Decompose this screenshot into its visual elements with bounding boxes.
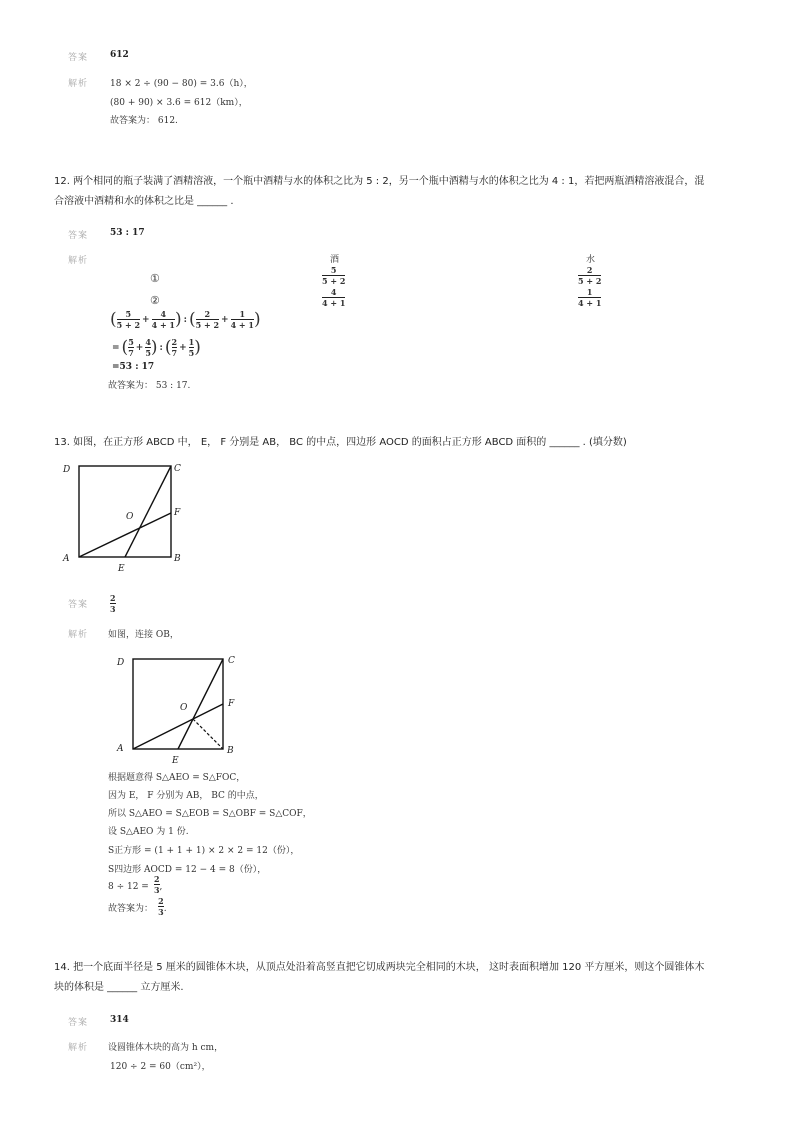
q13-question: 13. 如图，在正方形 ABCD 中， E， F 分别是 AB， BC 的中点，四边形 AOCD 的面积占正方形 ABCD 面积的 ______ . (填分数): [54, 437, 627, 448]
q12-answer: 53 : 17: [110, 228, 145, 238]
point-label-E: E: [172, 756, 179, 766]
q13-analysis-line: S四边形 AOCD = 12 − 4 = 8（份），: [108, 865, 267, 875]
q12-step3: =53 : 17: [112, 362, 155, 372]
fraction-alcohol-2: $\frac{4}{4 + 1}$: [322, 287, 346, 308]
q12-conclusion: 故答案为： 53 : 17.: [108, 381, 191, 391]
point-label-O: O: [180, 703, 188, 713]
answer-label: 答案: [68, 53, 89, 63]
vertex-label-B: B: [174, 554, 181, 564]
analysis-label: 解析: [68, 256, 89, 266]
q13-answer: $\frac{2}{3}$: [110, 593, 116, 614]
square-figure: [58, 458, 198, 576]
vertex-label-C: C: [174, 464, 181, 474]
q12-step2: = ( $\frac{5}{7}$ + $\frac{4}{5}$ ) : ( $\frac{2}{7}$ + $\frac{1}{5}$ ): [112, 337, 201, 358]
q14-question-line2: 块的体积是 ______ 立方厘米.: [54, 982, 184, 993]
fraction-alcohol-1: $\frac{5}{5 + 2}$: [322, 265, 346, 286]
q13-analysis-line: 因为 E， F 分别为 AB， BC 的中点，: [108, 791, 264, 801]
row-marker-2: ②: [150, 294, 160, 307]
q12-question-line1: 12. 两个相同的瓶子装满了酒精溶液，一个瓶中酒精与水的体积之比为 5 : 2，另一个瓶中酒精与水的体积之比为 4 : 1，若把两瓶酒精溶液混合，混: [54, 176, 705, 187]
q13-conclusion: 故答案为： $\frac{2}{3}$ .: [108, 896, 167, 917]
vertex-label-D: D: [63, 465, 71, 475]
fraction-water-1: $\frac{2}{5 + 2}$: [578, 265, 602, 286]
square-figure-solution: [110, 650, 250, 768]
q13-analysis-line: S正方形 = (1 + 1 + 1) × 2 × 2 = 12（份），: [108, 846, 300, 856]
q11-solution-line: 18 × 2 ÷ (90 − 80) = 3.6（h），: [110, 79, 253, 89]
q12-step1: ( $\frac{5}{5 + 2}$ + $\frac{4}{4 + 1}$ ) : ( $\frac{2}{5 + 2}$ + $\frac{1}{4 + 1}$ ): [110, 309, 261, 330]
q13-analysis-line: 所以 S△AEO = S△EOB = S△OBF = S△COF，: [108, 809, 312, 819]
vertex-label-D: D: [117, 658, 125, 668]
col-header-alcohol: 酒: [330, 255, 340, 265]
answer-label: 答案: [68, 1018, 89, 1028]
q14-question-line1: 14. 把一个底面半径是 5 厘米的圆锥体木块，从顶点处沿着高竖直把它切成两块完全相同的木块， 这时表面积增加 120 平方厘米，则这个圆锥体木: [54, 962, 705, 973]
q13-analysis-first: 如图，连接 OB，: [108, 630, 179, 640]
row-marker-1: ①: [150, 272, 160, 285]
q14-analysis-line: 120 ÷ 2 = 60（cm²），: [110, 1062, 211, 1072]
vertex-label-C: C: [228, 656, 235, 666]
analysis-label: 解析: [68, 1043, 89, 1053]
point-label-E: E: [118, 564, 125, 574]
q11-solution-line: (80 + 90) × 3.6 = 612（km），: [110, 98, 248, 108]
col-header-water: 水: [586, 255, 596, 265]
q13-analysis-line: 设 S△AEO 为 1 份.: [108, 827, 189, 837]
fraction-water-2: $\frac{1}{4 + 1}$: [578, 287, 602, 308]
q14-analysis-line: 设圆锥体木块的高为 h cm，: [108, 1043, 224, 1053]
vertex-label-B: B: [227, 746, 234, 756]
q11-answer: 612: [110, 50, 129, 60]
q14-answer: 314: [110, 1015, 129, 1025]
answer-label: 答案: [68, 600, 89, 610]
vertex-label-A: A: [117, 744, 124, 754]
q12-question-line2: 合溶液中酒精和水的体积之比是 ______ .: [54, 196, 234, 207]
q11-conclusion: 故答案为： 612.: [110, 116, 178, 126]
vertex-label-A: A: [63, 554, 70, 564]
point-label-F: F: [174, 508, 181, 518]
q13-analysis-line: 根据题意得 S△AEO = S△FOC，: [108, 773, 246, 783]
q13-final-step: 8 ÷ 12 = $\frac{2}{3}$ ,: [108, 874, 163, 895]
answer-label: 答案: [68, 231, 89, 241]
analysis-label: 解析: [68, 79, 89, 89]
point-label-F: F: [228, 699, 235, 709]
point-label-O: O: [126, 512, 134, 522]
analysis-label: 解析: [68, 630, 89, 640]
